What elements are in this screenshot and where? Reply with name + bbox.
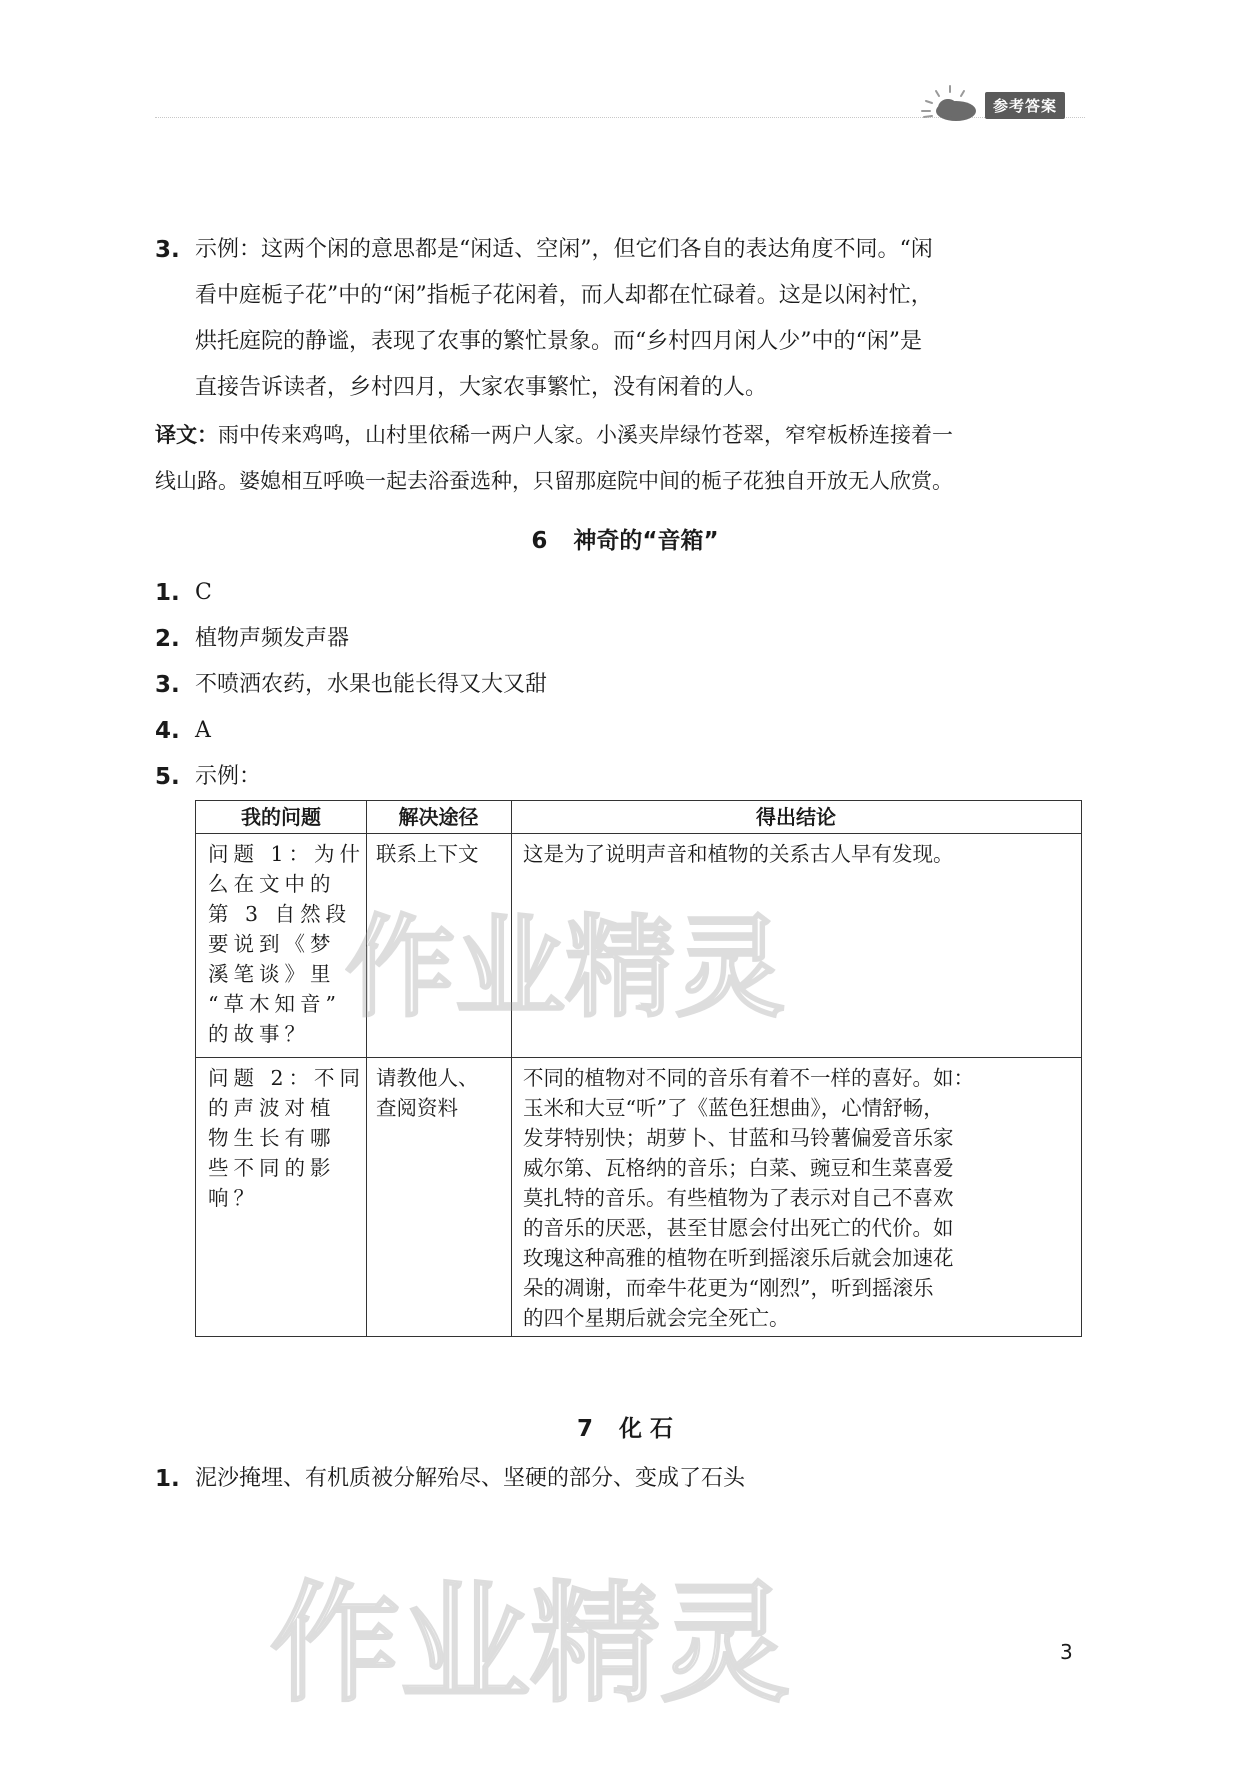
section-7-number: 7 [576, 1416, 593, 1442]
table-divider [196, 1057, 1081, 1058]
cell-line: 物生长有哪 [208, 1126, 336, 1150]
row1-method [376, 839, 479, 869]
cell-line: 玉米和大豆“听”了《蓝色狂想曲》，心情舒畅， [523, 1096, 944, 1120]
translation-label: 译文： [155, 423, 218, 447]
table-divider [196, 833, 1081, 834]
section-6-number: 6 [531, 528, 548, 554]
table-header: 得出结论 [756, 805, 836, 829]
cell-line: 这是为了说明声音和植物的关系古人早有发现。 [523, 842, 954, 866]
answer-number: 2. [155, 626, 180, 652]
q3-line: 示例：这两个闲的意思都是“闲适、空闲”，但它们各自的表达角度不同。“闲 [195, 237, 933, 262]
page-number: 3 [1060, 1640, 1073, 1664]
cell-line: 发芽特别快；胡萝卜、甘蓝和马铃薯偏爱音乐家 [523, 1126, 954, 1150]
answer-text: A [195, 718, 211, 743]
cell-line: 的音乐的厌恶，甚至甘愿会付出死亡的代价。如 [523, 1216, 954, 1240]
translation-line: 线山路。婆媳相互呼唤一起去浴蚕选种，只留那庭院中间的栀子花独自开放无人欣赏。 [155, 469, 953, 493]
translation [155, 412, 1085, 504]
section-7-title [0, 1410, 1250, 1443]
cell-line: 查阅资料 [376, 1096, 458, 1120]
answer-number: 1. [155, 580, 180, 606]
cell-line: 问题 2：不同 [208, 1066, 366, 1090]
section-6-title [0, 522, 1250, 555]
translation-line: 雨中传来鸡鸣，山村里依稀一两户人家。小溪夹岸绿竹苍翠，窄窄板桥连接着一 [218, 423, 953, 447]
watermark: 作业精灵 [345, 904, 785, 1032]
cell-line: “草木知音” [208, 992, 341, 1016]
table-header: 我的问题 [241, 805, 321, 829]
answer-text: 示例： [195, 764, 262, 789]
cell-line: 请教他人、 [376, 1066, 479, 1090]
cell-line: 莫扎特的音乐。有些植物为了表示对自己不喜欢 [523, 1186, 954, 1210]
cell-line: 不同的植物对不同的音乐有着不一样的喜好。如： [523, 1066, 974, 1090]
cell-line: 么在文中的 [208, 872, 336, 896]
cell-line: 的故事？ [208, 1022, 310, 1046]
q3-answer [195, 227, 1085, 411]
q3-line: 看中庭栀子花”中的“闲”指栀子花闲着，而人却都在忙碌着。这是以闲衬忙， [195, 283, 933, 308]
answer-number: 5. [155, 764, 180, 790]
cell-line: 的声波对植 [208, 1096, 336, 1120]
answer-number: 3. [155, 672, 180, 698]
row2-question [208, 1063, 365, 1213]
q3-line: 直接告诉读者，乡村四月，大家农事繁忙，没有闲着的人。 [195, 375, 768, 400]
cell-line: 朵的凋谢，而牵牛花更为“刚烈”，听到摇滚乐 [523, 1276, 934, 1300]
row1-conclusion [523, 839, 954, 869]
answer-number: 4. [155, 718, 180, 744]
cell-line: 玫瑰这种高雅的植物在听到摇滚乐后就会加速花 [523, 1246, 954, 1270]
row1-question [208, 839, 365, 1049]
answer-text: 不喷洒农药，水果也能长得又大又甜 [195, 672, 548, 697]
cell-line: 的四个星期后就会完全死亡。 [523, 1306, 790, 1330]
answer-text: C [195, 580, 212, 605]
answer-text: 泥沙掩埋、有机质被分解殆尽、坚硬的部分、变成了石头 [195, 1466, 746, 1491]
q3-line: 烘托庭院的静谧，表现了农事的繁忙景象。而“乡村四月闲人少”中的“闲”是 [195, 329, 922, 354]
cell-line: 威尔第、瓦格纳的音乐；白菜、豌豆和生菜喜爱 [523, 1156, 954, 1180]
cell-line: 问题 1：为什 [208, 842, 366, 866]
cell-line: 第 3 自然段 [208, 902, 352, 926]
cell-line: 溪笔谈》里 [208, 962, 336, 986]
cell-line: 些不同的影 [208, 1156, 336, 1180]
section-7-heading: 化 石 [619, 1416, 674, 1442]
row2-method [376, 1063, 479, 1123]
header-badge: 参考答案 [985, 92, 1065, 119]
cell-line: 要说到《梦 [208, 932, 336, 956]
watermark: 作业精灵 [270, 1568, 791, 1720]
answer-number: 1. [155, 1466, 180, 1492]
cell-line: 响？ [208, 1186, 259, 1210]
table-header: 解决途径 [398, 805, 479, 829]
q3-number: 3. [155, 237, 180, 263]
sun-cloud-icon [918, 84, 982, 122]
cell-line: 联系上下文 [376, 842, 479, 866]
answer-text: 植物声频发声器 [195, 626, 350, 651]
section-6-heading: 神奇的“音箱” [573, 528, 719, 554]
row2-conclusion [523, 1063, 974, 1333]
